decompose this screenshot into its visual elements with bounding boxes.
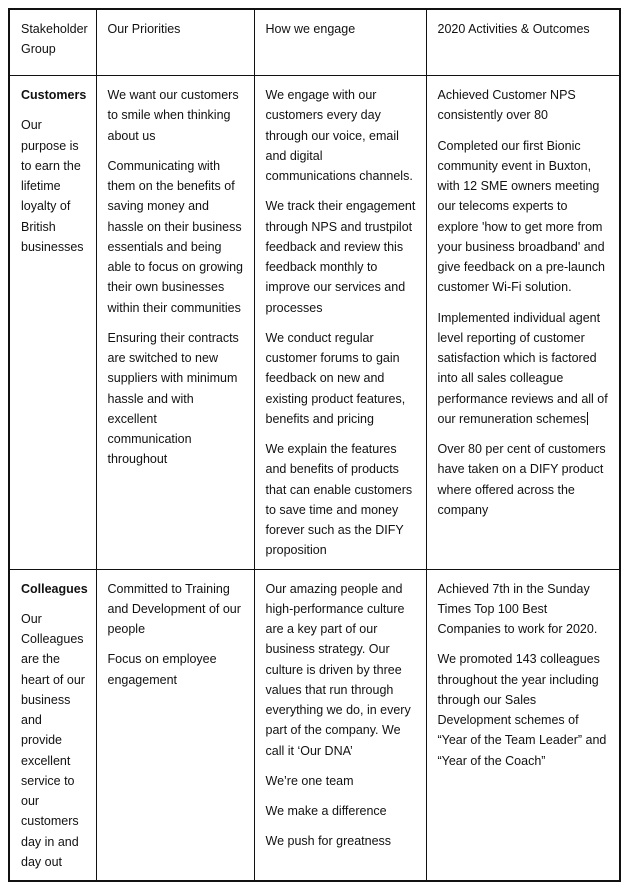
header-cell-2020-activities: 2020 Activities & Outcomes bbox=[426, 9, 620, 76]
cell-paragraph: Ensuring their contracts are switched to new suppliers with minimum hassle and with excellent communication throughout bbox=[107, 330, 239, 467]
group-title: Customers bbox=[21, 88, 87, 102]
table-header-row bbox=[9, 9, 620, 76]
cell-paragraph-text: Implemented individual agent level reporting of customer satisfaction which is factored into all sales colleague performance reviews and all of our remuneration schemes bbox=[437, 310, 608, 426]
group-description: Our Colleagues are the heart of our business and provide excellent service to our customers day in and day out bbox=[21, 611, 85, 869]
cell-paragraph: Focus on employee engagement bbox=[107, 652, 217, 687]
table-row-customers bbox=[9, 76, 620, 570]
cell-paragraph: Completed our first Bionic community event in Buxton, with 12 SME owners meeting our telecoms experts to explore 'how to get more from your business broadband' and give feedback on a pre-launch customer Wi-Fi solution. bbox=[437, 138, 605, 295]
cell-colleagues-priorities bbox=[96, 569, 254, 881]
cell-paragraph bbox=[438, 308, 610, 430]
cell-paragraph: Achieved Customer NPS consistently over 80 bbox=[437, 88, 576, 123]
cell-customers-outcomes bbox=[426, 76, 620, 570]
group-title: Colleagues bbox=[21, 581, 88, 596]
stakeholder-table bbox=[8, 8, 621, 882]
cell-paragraph: We make a difference bbox=[265, 804, 387, 818]
cell-paragraph: We’re one team bbox=[265, 773, 354, 788]
header-cell-our-priorities: Our Priorities bbox=[96, 9, 254, 76]
cell-paragraph: Communicating with them on the benefits of saving money and hassle on their business essentials and being able to focus on growing their own businesses within their communities bbox=[107, 158, 244, 315]
cell-customers-engage bbox=[254, 76, 426, 570]
cell-paragraph: We explain the features and benefits of products that can enable customers to save time and money forever such as the DIFY proposition bbox=[265, 442, 413, 558]
cell-paragraph: Over 80 per cent of customers have taken on a DIFY product where offered across the company bbox=[437, 442, 606, 517]
cell-customers-group bbox=[9, 76, 96, 570]
text-cursor bbox=[587, 412, 588, 425]
cell-paragraph: We track their engagement through NPS and trustpilot feedback and review this feedback monthly to improve our services and processes bbox=[265, 199, 416, 315]
cell-customers-priorities bbox=[96, 76, 254, 570]
cell-paragraph: We conduct regular customer forums to gain feedback on new and existing product features, benefits and pricing bbox=[265, 330, 406, 426]
cell-colleagues-group bbox=[9, 569, 96, 881]
cell-paragraph: We push for greatness bbox=[265, 834, 392, 849]
cell-paragraph: Committed to Training and Development of our people bbox=[107, 581, 241, 636]
header-cell-stakeholder-group: Stakeholder Group bbox=[9, 9, 96, 76]
cell-paragraph: We want our customers to smile when thinking about us bbox=[107, 88, 239, 143]
cell-paragraph: We engage with our customers every day through our voice, email and digital communications channels. bbox=[265, 88, 413, 183]
cell-colleagues-outcomes bbox=[426, 569, 620, 881]
cell-paragraph: Our amazing people and high-performance culture are a key part of our business strategy. Our culture is driven by three values that run through everything we do, in every part of the company. We call it ‘Our DNA’ bbox=[265, 581, 411, 758]
cell-paragraph: Achieved 7th in the Sunday Times Top 100 Best Companies to work for 2020. bbox=[437, 581, 598, 636]
cell-colleagues-engage bbox=[254, 569, 426, 881]
group-description: Our purpose is to earn the lifetime loyalty of British businesses bbox=[21, 118, 84, 254]
header-cell-how-we-engage: How we engage bbox=[254, 9, 426, 76]
cell-paragraph: We promoted 143 colleagues throughout the year including through our Sales Development schemes of “Year of the Team Leader” and “Year of the Coach” bbox=[437, 652, 607, 768]
table-row-colleagues bbox=[9, 569, 620, 881]
